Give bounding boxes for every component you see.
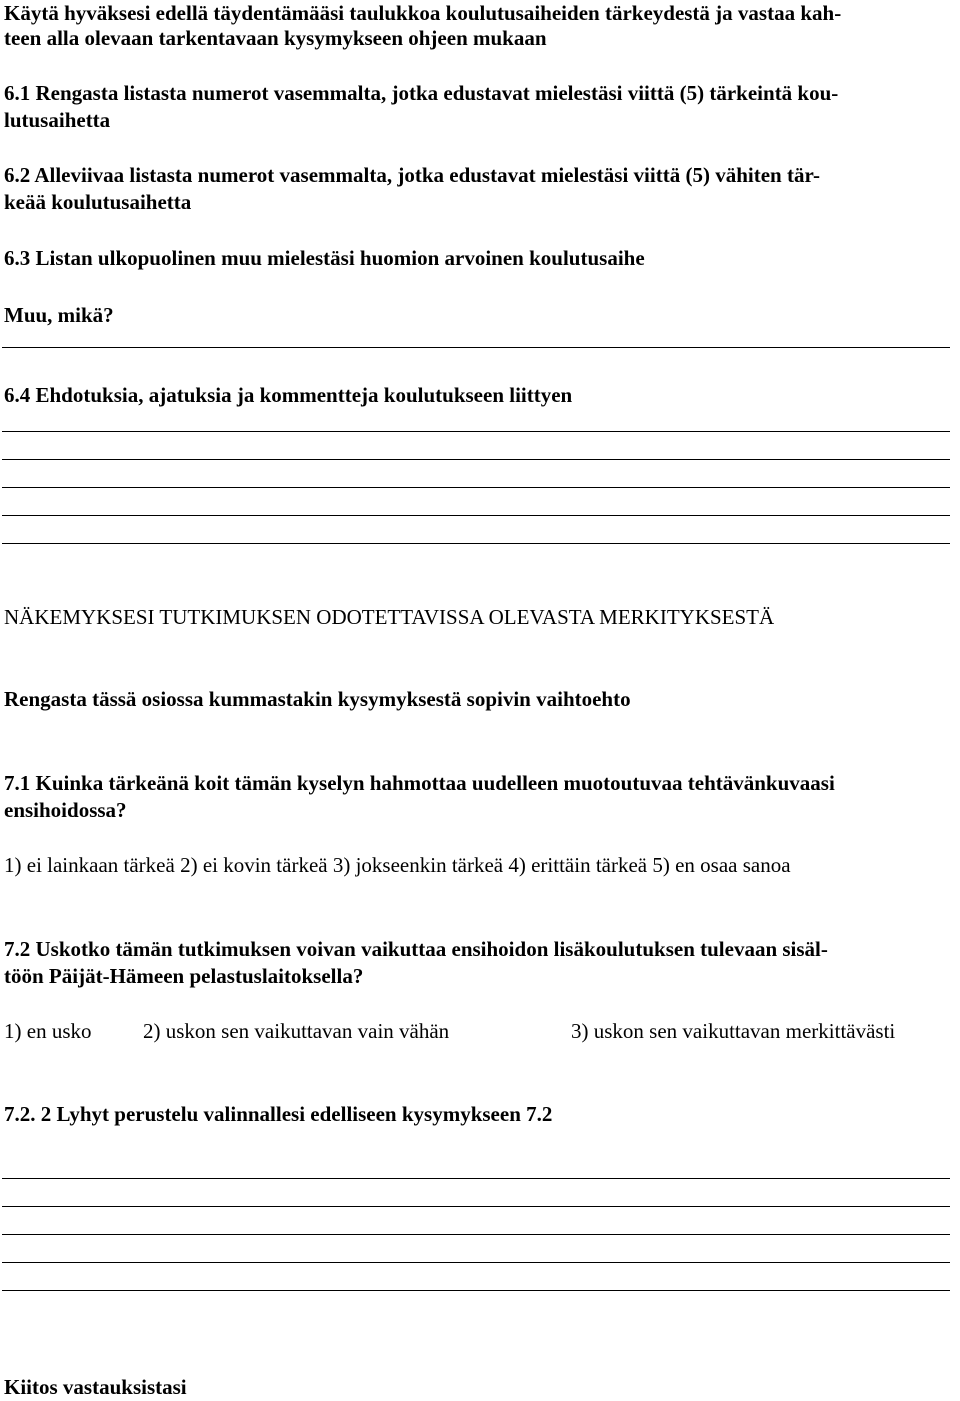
question-6-1-line-2: lutusaihetta [4, 108, 111, 132]
justification-answer-line-4[interactable] [2, 1262, 950, 1263]
justification-answer-line-5[interactable] [2, 1290, 950, 1291]
comments-answer-line-1[interactable] [2, 431, 950, 432]
other-topic-label: Muu, mikä? [4, 303, 114, 327]
comments-answer-line-2[interactable] [2, 459, 950, 460]
question-7-2-option-2[interactable]: 2) uskon sen vaikuttavan vain vähän [143, 1019, 450, 1043]
justification-answer-line-2[interactable] [2, 1206, 950, 1207]
other-topic-answer-line[interactable] [2, 347, 950, 348]
section-7-instruction: Rengasta tässä osiossa kummastakin kysymyksestä sopivin vaihtoehto [4, 687, 631, 711]
justification-answer-line-1[interactable] [2, 1178, 950, 1179]
intro-line-2: teen alla olevaan tarkentavaan kysymykseen ohjeen mukaan [4, 26, 547, 50]
section-7-heading: NÄKEMYKSESI TUTKIMUKSEN ODOTETTAVISSA OLEVASTA MERKITYKSESTÄ [4, 605, 775, 629]
question-6-1-line-1: 6.1 Rengasta listasta numerot vasemmalta, jotka edustavat mielestäsi viittä (5) tärkeintä kou- [4, 81, 839, 105]
comments-answer-line-5[interactable] [2, 543, 950, 544]
justification-answer-line-3[interactable] [2, 1234, 950, 1235]
question-7-2-option-1[interactable]: 1) en usko [4, 1019, 92, 1043]
question-7-1-options[interactable]: 1) ei lainkaan tärkeä 2) ei kovin tärkeä 3) jokseenkin tärkeä 4) erittäin tärkeä 5) en osaa sanoa [4, 853, 791, 877]
intro-line-1: Käytä hyväksesi edellä täydentämääsi taulukkoa koulutusaiheiden tärkeydestä ja vastaa kah- [4, 1, 842, 25]
question-7-1-line-2: ensihoidossa? [4, 798, 127, 822]
question-7-2-line-1: 7.2 Uskotko tämän tutkimuksen voivan vaikuttaa ensihoidon lisäkoulutuksen tulevaan sisäl- [4, 937, 828, 961]
question-6-2-line-2: keää koulutusaihetta [4, 190, 192, 214]
question-7-2-line-2: töön Päijät-Hämeen pelastuslaitoksella? [4, 964, 364, 988]
comments-answer-line-3[interactable] [2, 487, 950, 488]
question-6-2-line-1: 6.2 Alleviivaa listasta numerot vasemmalta, jotka edustavat mielestäsi viittä (5) vähiten tär- [4, 163, 820, 187]
comments-answer-line-4[interactable] [2, 515, 950, 516]
question-6-3: 6.3 Listan ulkopuolinen muu mielestäsi huomion arvoinen koulutusaihe [4, 246, 645, 270]
question-7-2-2: 7.2. 2 Lyhyt perustelu valinnallesi edelliseen kysymykseen 7.2 [4, 1102, 553, 1126]
closing-thanks: Kiitos vastauksistasi [4, 1375, 187, 1399]
question-7-1-line-1: 7.1 Kuinka tärkeänä koit tämän kyselyn hahmottaa uudelleen muotoutuvaa tehtävänkuvaasi [4, 771, 835, 795]
question-6-4: 6.4 Ehdotuksia, ajatuksia ja kommentteja koulutukseen liittyen [4, 383, 573, 407]
question-7-2-option-3[interactable]: 3) uskon sen vaikuttavan merkittävästi [571, 1019, 896, 1043]
